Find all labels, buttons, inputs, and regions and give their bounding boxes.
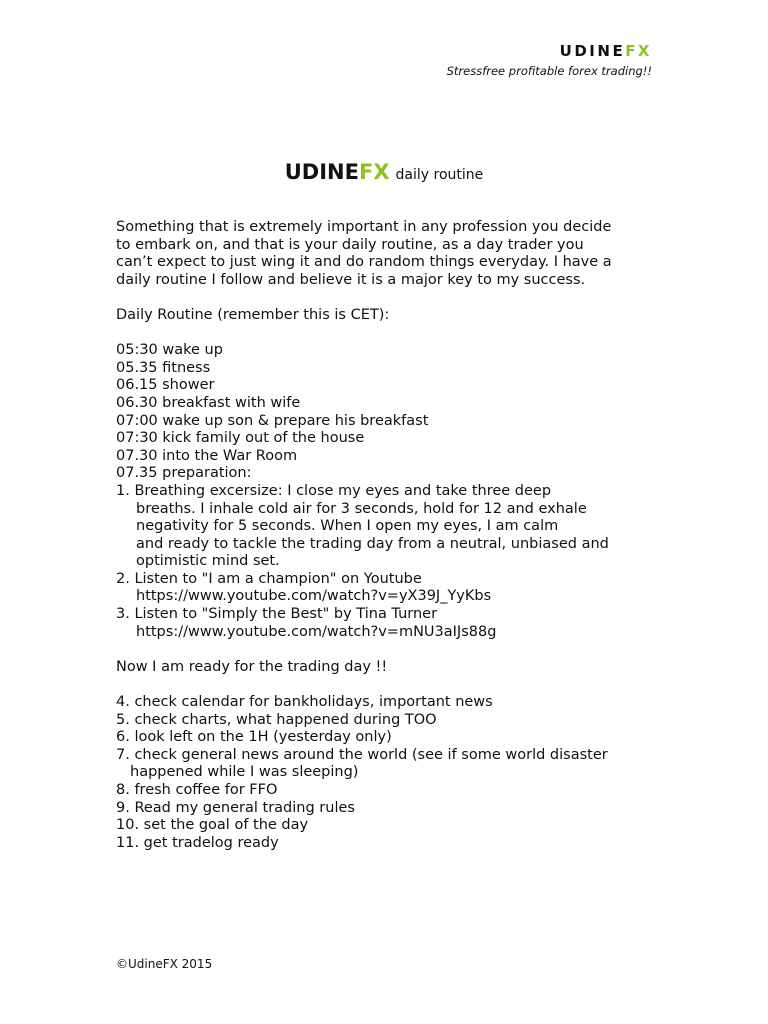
- spacer: [116, 641, 656, 659]
- schedule-item: 07.30 into the War Room: [116, 447, 298, 464]
- preparation-item: [116, 606, 656, 641]
- intro-line: to embark on, and that is your daily routine, as a day trader you: [116, 236, 584, 253]
- intro-paragraph: [116, 219, 656, 289]
- preparation-item: [116, 571, 656, 606]
- schedule-item: 07.35 preparation:: [116, 465, 252, 482]
- preparation-item-text: 2. Listen to "I am a champion" on Youtube: [116, 570, 422, 587]
- preparation-item-continuation: negativity for 5 seconds. When I open my eyes, I am calm: [136, 518, 559, 535]
- document-title: [0, 160, 768, 184]
- header-brand: [447, 42, 652, 78]
- ready-line: Now I am ready for the trading day !!: [116, 658, 388, 675]
- header-logo: [447, 42, 652, 60]
- intro-line: Something that is extremely important in any profession you decide: [116, 219, 612, 235]
- document-body: [116, 219, 656, 852]
- title-brand-accent: FX: [358, 160, 390, 184]
- checklist-item-continuation: happened while I was sleeping): [130, 764, 359, 781]
- intro-line: can’t expect to just wing it and do random things everyday. I have a: [116, 254, 612, 271]
- preparation-list: [116, 483, 656, 641]
- preparation-item-continuation: optimistic mind set.: [136, 553, 280, 570]
- schedule-item: 06.30 breakfast with wife: [116, 394, 301, 411]
- checklist-item: 4. check calendar for bankholidays, important news: [116, 694, 493, 711]
- preparation-item-text: 3. Listen to "Simply the Best" by Tina Turner: [116, 606, 438, 623]
- intro-line: daily routine I follow and believe it is a major key to my success.: [116, 271, 586, 288]
- preparation-item-continuation: and ready to tackle the trading day from a neutral, unbiased and: [136, 535, 609, 552]
- header-tagline: Stressfree profitable forex trading!!: [446, 64, 652, 78]
- checklist-item: 6. look left on the 1H (yesterday only): [116, 729, 392, 746]
- checklist-item: 9. Read my general trading rules: [116, 799, 355, 816]
- checklist: [116, 694, 656, 852]
- copyright-footer: ©UdineFX 2015: [116, 957, 213, 971]
- preparation-item-text: 1. Breathing excersize: I close my eyes and take three deep: [116, 482, 552, 499]
- routine-heading: Daily Routine (remember this is CET):: [116, 306, 390, 323]
- header-logo-accent: FX: [625, 42, 652, 60]
- checklist-item: 5. check charts, what happened during TOO: [116, 711, 437, 728]
- preparation-item-continuation: breaths. I inhale cold air for 3 seconds, hold for 12 and exhale: [136, 500, 587, 517]
- title-brand-main: UDINE: [284, 160, 359, 184]
- schedule-item: 05.35 fitness: [116, 359, 211, 376]
- title-brand: [285, 160, 390, 184]
- checklist-item: 8. fresh coffee for FFO: [116, 782, 278, 798]
- schedule-item: 07:30 kick family out of the house: [116, 430, 365, 447]
- header-logo-main: UDINE: [559, 42, 626, 60]
- youtube-link: https://www.youtube.com/watch?v=mNU3aIJs88g: [136, 623, 497, 640]
- schedule-item: 06.15 shower: [116, 377, 215, 394]
- title-subtitle: daily routine: [395, 167, 484, 183]
- youtube-link: https://www.youtube.com/watch?v=yX39J_YyKbs: [136, 588, 492, 605]
- checklist-item: 11. get tradelog ready: [116, 834, 279, 851]
- schedule-item: 07:00 wake up son & prepare his breakfast: [116, 412, 429, 429]
- schedule-item: 05:30 wake up: [116, 342, 223, 359]
- preparation-item: [116, 483, 656, 571]
- checklist-item: 10. set the goal of the day: [116, 817, 309, 834]
- schedule-list: [116, 342, 656, 483]
- checklist-item: 7. check general news around the world (see if some world disaster: [116, 746, 608, 763]
